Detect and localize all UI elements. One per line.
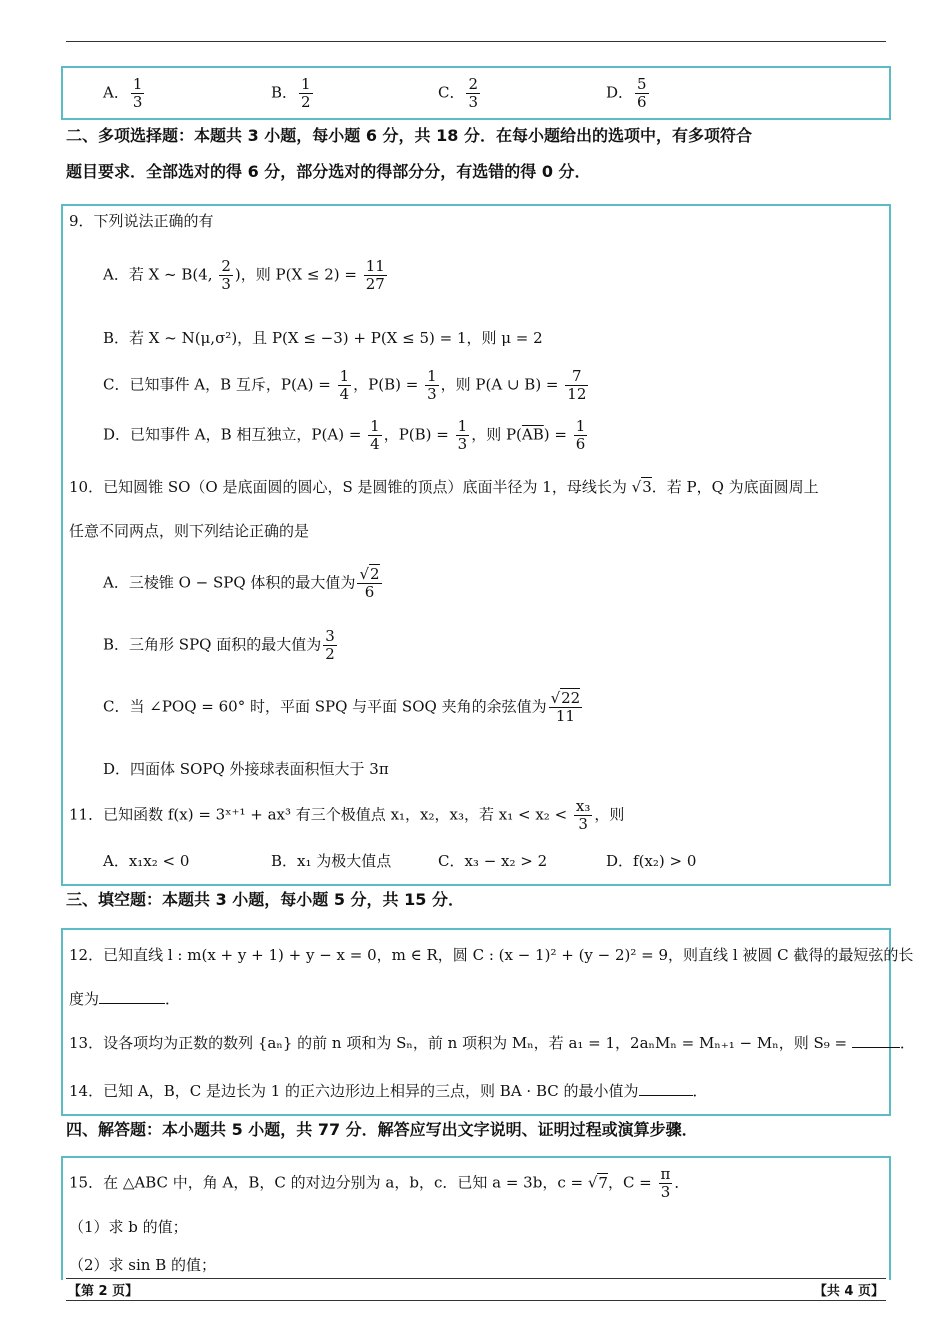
q14-line: 14．已知 A，B，C 是边长为 1 的正六边形边上相异的三点，则 BA · BC 的最小值为 ． <box>69 1082 708 1100</box>
section-2-heading <box>66 118 886 190</box>
multi-choice-box <box>61 204 891 886</box>
fraction: $\frac{1}{3}$ <box>132 75 143 111</box>
q11-option-c[interactable]: C．x₃ − x₂ > 2 <box>438 852 548 870</box>
fraction: $\frac{5}{6}$ <box>637 75 647 111</box>
q9-option-d[interactable]: D．已知事件 A，B 相互独立，P(A) = $\frac{1}{4}$ ，P(B) = $\frac{1}{3}$ ，则 $P(\overline{AB})$ = $\frac{1}{6}$ <box>103 417 586 453</box>
section-3-heading: 三、填空题：本题共 3 小题，每小题 5 分，共 15 分． <box>66 890 464 909</box>
q11-stem: 11．已知函数 f(x) = 3ˣ⁺¹ + ax³ 有三个极值点 x₁，x₂，x₃，若 x₁ < x₂ < $\frac{\text{x₃}}{3}$ ，则 <box>69 797 625 833</box>
q8-options-box <box>61 66 891 120</box>
top-rule <box>66 41 886 42</box>
q10-option-a[interactable]: A．三棱锥 O − SPQ 体积的最大值为 $\frac{√2}{6}$ <box>103 565 380 601</box>
q10-option-d[interactable]: D．四面体 SOPQ 外接球表面积恒大于 3π <box>103 760 389 778</box>
q15-part-2: （2）求 sin B 的值； <box>69 1256 217 1274</box>
fraction: $\frac{1}{2}$ <box>301 75 311 111</box>
section-2-line-1: 二、多项选择题：本题共 3 小题，每小题 6 分，共 18 分．在每小题给出的选项中，有多项符合 <box>66 126 752 145</box>
q10-option-c[interactable]: C．当 ∠POQ = 60° 时，平面 SPQ 与平面 SOQ 夹角的余弦值为 $\frac{√22}{11}$ <box>103 689 581 725</box>
q10-stem-line-1: 10．已知圆锥 SO（O 是底面圆的圆心，S 是圆锥的顶点）底面半径为 1，母线长为 √3．若 P，Q 为底面圆周上 <box>69 478 819 496</box>
q15-part-1: （1）求 b 的值； <box>69 1218 188 1236</box>
q9-option-a[interactable]: A．若 X ~ B(4, $\frac{2}{3}$ )，则 P(X ≤ 2) = $\frac{11}{27}$ <box>103 257 385 293</box>
q8-option-b[interactable]: B． $\frac{1}{2}$ <box>271 75 311 111</box>
q12-line-1: 12．已知直线 l : m(x + y + 1) + y − x = 0，m ∈ R，圆 C : (x − 1)² + (y − 2)² = 9，则直线 l 被圆 C 截得的最短弦的长 <box>69 946 914 964</box>
q12-line-2: 度为 ． <box>69 990 181 1008</box>
q13-line: 13．设各项均为正数的数列 {aₙ} 的前 n 项和为 Sₙ，前 n 项积为 Mₙ，若 a₁ = 1，2aₙMₙ = Mₙ₊₁ − Mₙ，则 S₉ = ． <box>69 1034 915 1052</box>
q15-box <box>61 1156 891 1280</box>
q11-option-b[interactable]: B．x₁ 为极大值点 <box>271 852 392 870</box>
q8-option-c[interactable]: C． $\frac{2}{3}$ <box>438 75 479 111</box>
fraction: $\frac{2}{3}$ <box>468 75 479 111</box>
q12-answer-blank[interactable] <box>99 989 165 1004</box>
q13-answer-blank[interactable] <box>852 1033 900 1048</box>
q9-option-b[interactable]: B．若 X ~ N(μ,σ²)，且 P(X ≤ −3) + P(X ≤ 5) = 1，则 μ = 2 <box>103 329 543 347</box>
q14-answer-blank[interactable] <box>639 1081 693 1096</box>
section-2-line-2: 题目要求．全部选对的得 6 分，部分选对的得部分分，有选错的得 0 分． <box>66 162 591 181</box>
q8-option-d[interactable]: D． $\frac{5}{6}$ <box>606 75 647 111</box>
q11-option-a[interactable]: A．x₁x₂ < 0 <box>103 852 190 870</box>
q9-stem: 9．下列说法正确的有 <box>69 212 214 230</box>
footer-rule <box>66 1278 886 1279</box>
section-4-heading: 四、解答题：本小题共 5 小题，共 77 分．解答应写出文字说明、证明过程或演算步骤． <box>66 1120 698 1139</box>
q11-option-d[interactable]: D．f(x₂) > 0 <box>606 852 697 870</box>
footer-page-number: 【第 2 页】 <box>68 1284 139 1299</box>
q15-stem: 15．在 △ABC 中，角 A，B，C 的对边分别为 a，b，c．已知 a = 3b，c = √7，C = $\frac{\pi}{3}$ ． <box>69 1165 690 1201</box>
q10-option-b[interactable]: B．三角形 SPQ 面积的最大值为 $\frac{3}{2}$ <box>103 627 335 663</box>
q8-option-a[interactable]: A． $\frac{1}{3}$ <box>103 75 143 111</box>
q10-stem-line-2: 任意不同两点，则下列结论正确的是 <box>69 522 310 540</box>
q9-option-c[interactable]: C．已知事件 A，B 互斥，P(A) = $\frac{1}{4}$ ，P(B) = $\frac{1}{3}$ ，则 P(A ∪ B) = $\frac{7}{12}$ <box>103 367 587 403</box>
fill-blank-box <box>61 928 915 1116</box>
footer-rule-bottom <box>66 1300 886 1301</box>
footer-total-pages: 【共 4 页】 <box>813 1284 884 1299</box>
